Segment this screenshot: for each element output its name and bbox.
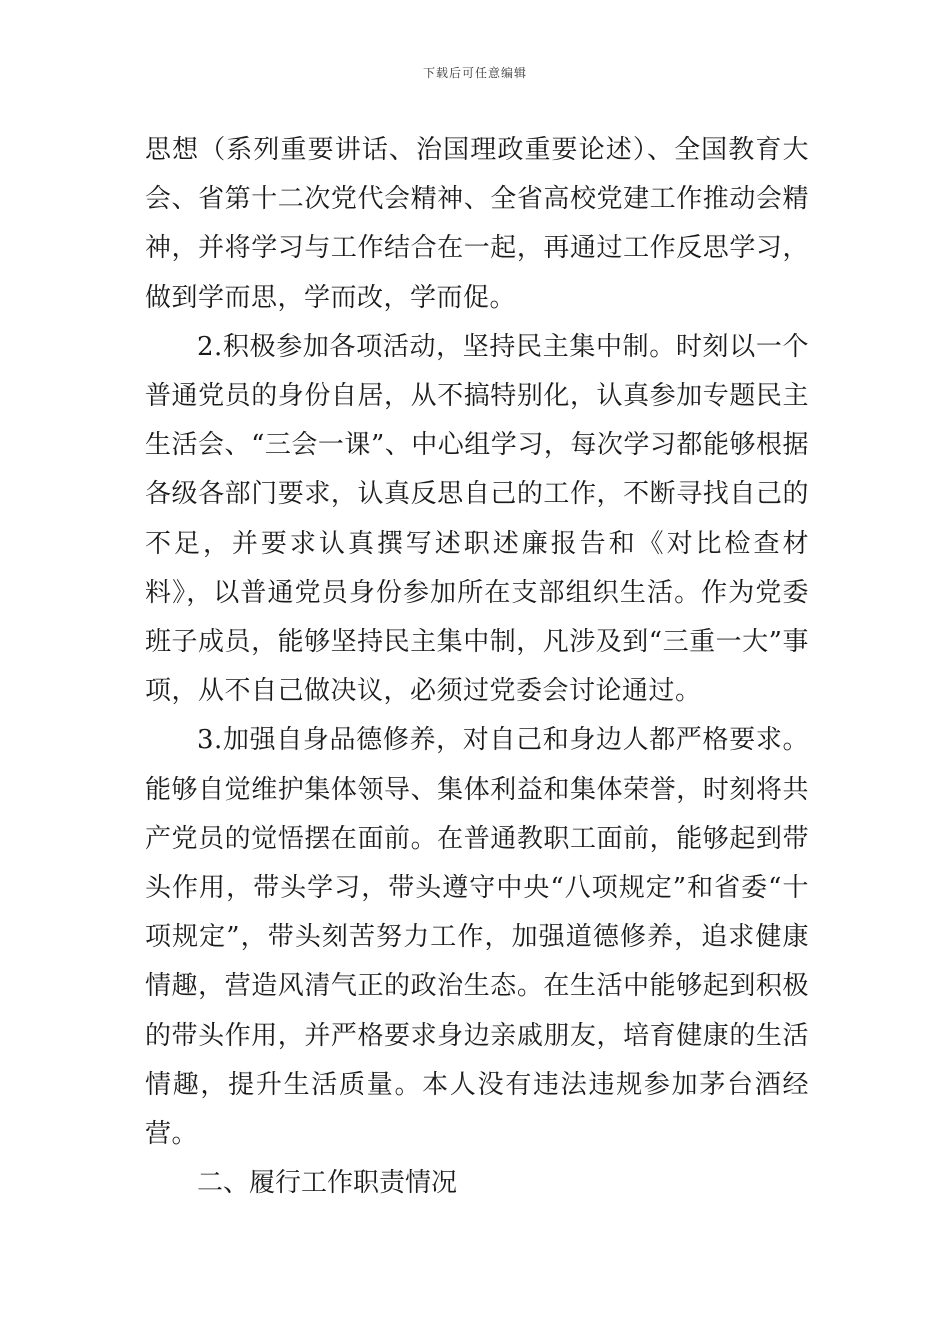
paragraph-item-2: 2.积极参加各项活动，坚持民主集中制。时刻以一个普通党员的身份自居，从不搞特别化，认真参加专题民主生活会、“三会一课”、中心组学习，每次学习都能够根据各级各部门要求，认真反思自己的工作，不断寻找自己的不足，并要求认真撰写述职述廉报告和《对比检查材料》，以普通党员身份参加所在支部组织生活。作为党委班子成员，能够坚持民主集中制，凡涉及到“三重一大”事项，从不自己做决议，必须过党委会讨论通过。 xyxy=(145,331,809,707)
paragraph-continuation: 思想（系列重要讲话、治国理政重要论述）、全国教育大会、省第十二次党代会精神、全省高校党建工作推动会精神，并将学习与工作结合在一起，再通过工作反思学习，做到学而思，学而改，学而促。 xyxy=(145,135,809,313)
paragraph-item-3: 3.加强自身品德修养，对自己和身边人都严格要求。能够自觉维护集体领导、集体利益和集体荣誉，时刻将共产党员的觉悟摆在面前。在普通教职工面前，能够起到带头作用，带头学习，带头遵守中央“八项规定”和省委“十项规定”，带头刻苦努力工作，加强道德修养，追求健康情趣，营造风清气正的政治生态。在生活中能够起到积极的带头作用，并严格要求身边亲戚朋友，培育健康的生活情趣，提升生活质量。本人没有违法违规参加茅台酒经营。 xyxy=(145,725,809,1150)
page-header-note: 下载后可任意编辑 xyxy=(422,66,527,80)
document-body xyxy=(145,126,809,1208)
section-heading: 二、履行工作职责情况 xyxy=(197,1168,458,1199)
